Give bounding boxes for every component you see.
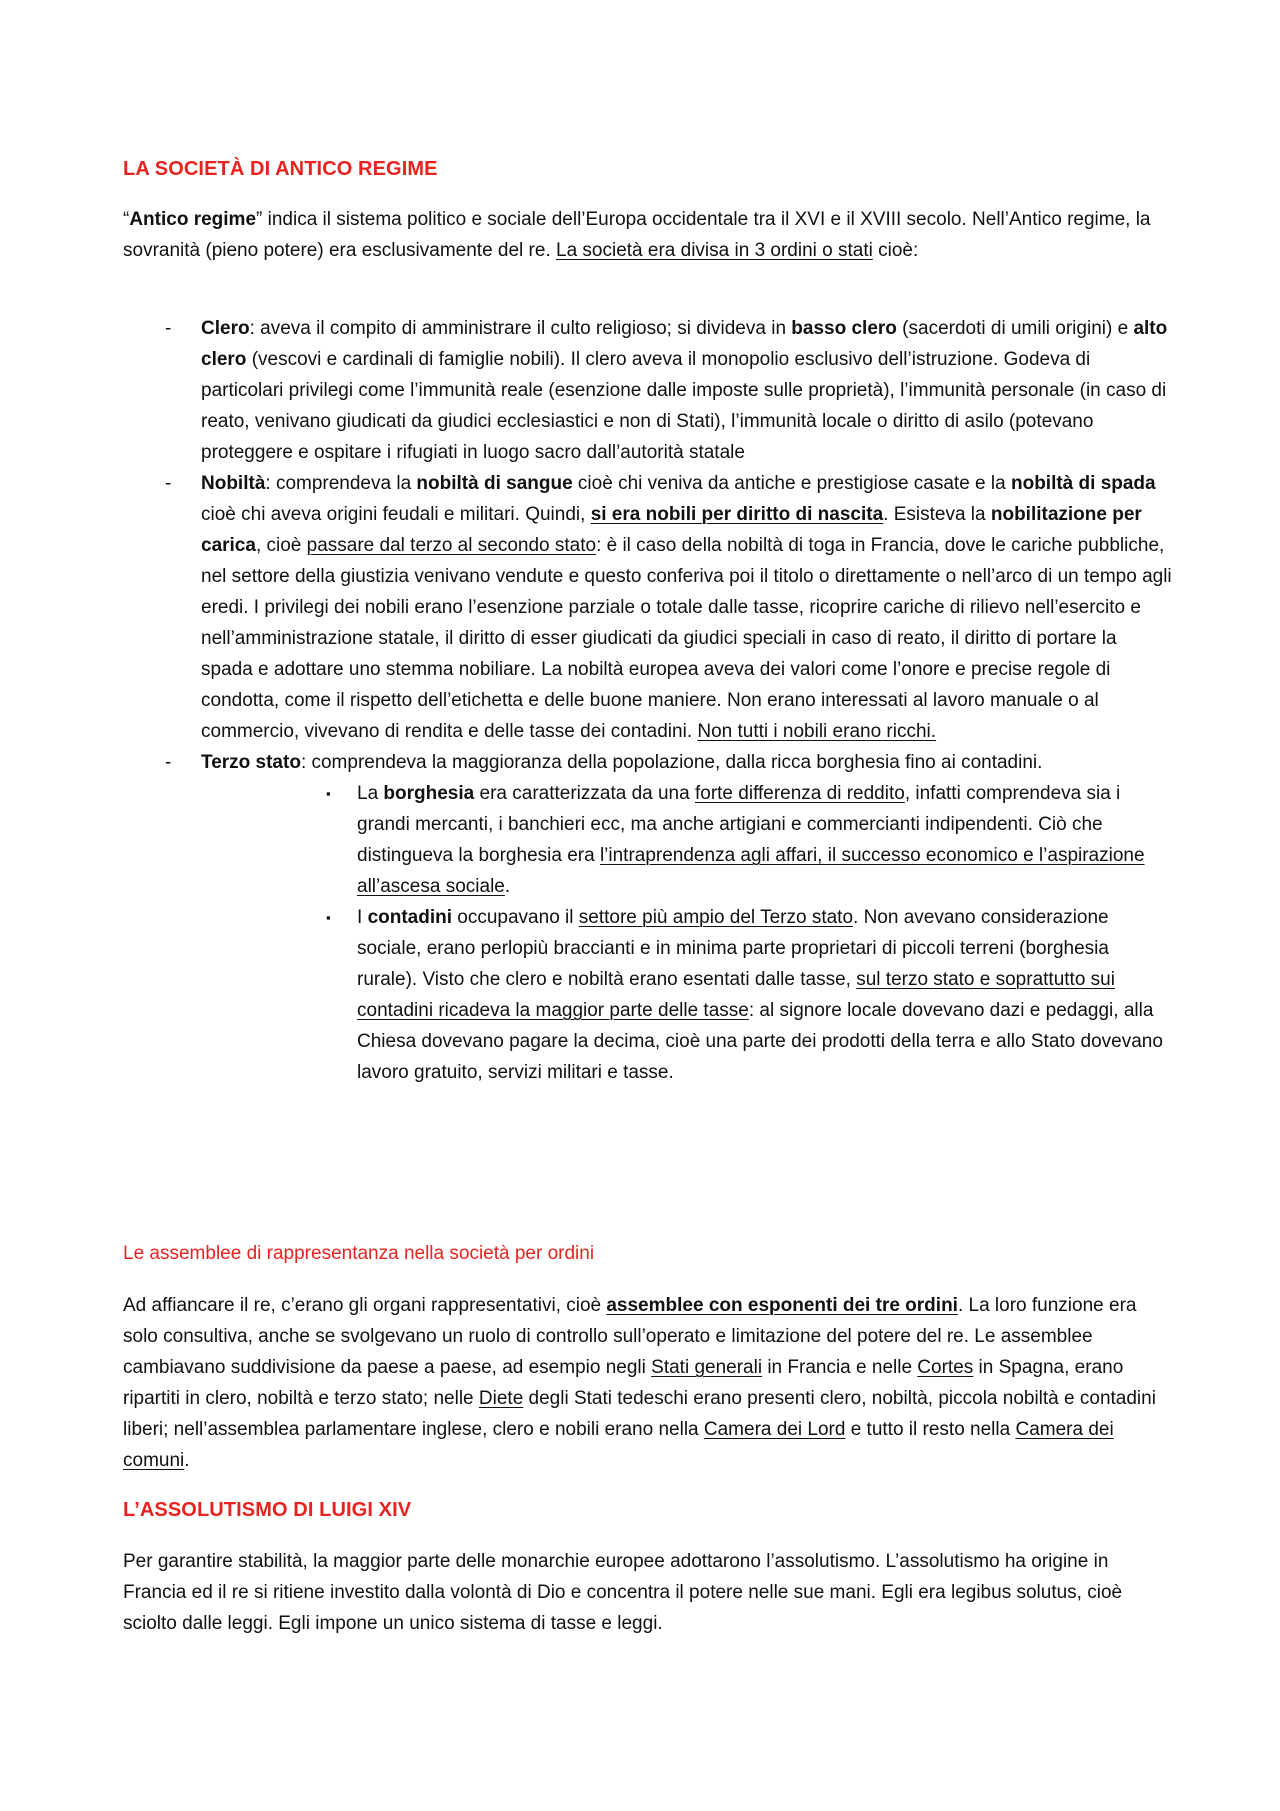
list-item-terzo-stato: - Terzo stato: comprendeva la maggioranza della popolazione, dalla ricca borghesia fino ai contadini. [123,747,1173,778]
section-title-antico-regime: LA SOCIETÀ DI ANTICO REGIME [123,158,438,180]
section-title-assolutismo: L’ASSOLUTISMO DI LUIGI XIV [123,1499,412,1521]
square-bullet-icon: ▪ [326,910,331,925]
assolutismo-paragraph: Per garantire stabilità, la maggior parte delle monarchie europee adottarono l’assolutismo. L’assolutismo ha origine in Francia ed il re si ritiene investito dalla volontà di Dio e concentra il potere nelle sue mani. Egli era legibus solutus, cioè sciolto dalle leggi. Egli impone un unico sistema di tasse e leggi. [123,1551,1123,1634]
sub-item-contadini: ▪ I contadini occupavano il settore più ampio del Terzo stato. Non avevano considerazione sociale, erano perlopiù braccianti e in minima parte proprietari di piccoli terreni (borghesia rurale). Visto che clero e nobiltà erano esentati dalle tasse, sul terzo stato e soprattutto sui contadini ricadeva la maggior parte delle tasse: al signore locale dovevano dazi e pedaggi, alla Chiesa dovevano pagare la decima, cioè una parte dei prodotti della terra e allo Stato dovevano lavoro gratuito, servizi militari e tasse. [123,902,1173,1088]
list-dash: - [165,752,172,773]
orders-list [123,313,1173,1088]
sub-item-borghesia: ▪ La borghesia era caratterizzata da una forte differenza di reddito, infatti comprendeva sia i grandi mercanti, i banchieri ecc, ma anche artigiani e commercianti indipendenti. Ciò che distingueva la borghesia era l’intraprendenza agli affari, il successo economico e l’aspirazione all’ascesa sociale. [123,778,1173,902]
intro-paragraph: “Antico regime” indica il sistema politico e sociale dell’Europa occidentale tra il XVI e il XVIII secolo. Nell’Antico regime, la sovranità (pieno potere) era esclusivamente del re. La società era divisa in 3 ordini o stati cioè: [123,209,1151,261]
section-subtitle-assemblee: Le assemblee di rappresentanza nella società per ordini [123,1243,595,1264]
square-bullet-icon: ▪ [326,786,331,801]
list-item-clero: - Clero: aveva il compito di amministrare il culto religioso; si divideva in basso clero (sacerdoti di umili origini) e alto clero (vescovi e cardinali di famiglie nobili). Il clero aveva il monopolio esclusivo dell’istruzione. Godeva di particolari privilegi come l’immunità reale (esenzione dalle imposte sulle proprietà), l’immunità personale (in caso di reato, venivano giudicati da giudici ecclesiastici e non di Stati), l’immunità locale o diritto di asilo (potevano proteggere e ospitare i rifugiati in luogo sacro dall’autorità statale [123,313,1173,468]
list-dash: - [165,318,172,339]
assemblee-paragraph: Ad affiancare il re, c’erano gli organi rappresentativi, cioè assemblee con esponenti dei tre ordini. La loro funzione era solo consultiva, anche se svolgevano un ruolo di controllo sull’operato e limitazione del potere del re. Le assemblee cambiavano suddivisione da paese a paese, ad esempio negli Stati generali in Francia e nelle Cortes in Spagna, erano ripartiti in clero, nobiltà e terzo stato; nelle Diete degli Stati tedeschi erano presenti clero, nobiltà, piccola nobiltà e contadini liberi; nell’assemblea parlamentare inglese, clero e nobili erano nella Camera dei Lord e tutto il resto nella Camera dei comuni. [123,1295,1156,1471]
list-item-nobilta: - Nobiltà: comprendeva la nobiltà di sangue cioè chi veniva da antiche e prestigiose casate e la nobiltà di spada cioè chi aveva origini feudali e militari. Quindi, si era nobili per diritto di nascita. Esisteva la nobilitazione per carica, cioè passare dal terzo al secondo stato: è il caso della nobiltà di toga in Francia, dove le cariche pubbliche, nel settore della giustizia venivano vendute e questo conferiva poi il titolo o direttamente o nell’arco di un tempo agli eredi. I privilegi dei nobili erano l’esenzione parziale o totale dalle tasse, ricoprire cariche di rilievo nell’esercito e nell’amministrazione statale, il diritto di esser giudicati da giudici speciali in caso di reato, il diritto di portare la spada e adottare uno stemma nobiliare. La nobiltà europea aveva dei valori come l’onore e precise regole di condotta, come il rispetto dell’etichetta e delle buone maniere. Non erano interessati al lavoro manuale o al commercio, vivevano di rendita e delle tasse dei contadini. Non tutti i nobili erano ricchi. [123,468,1173,747]
list-dash: - [165,473,172,494]
